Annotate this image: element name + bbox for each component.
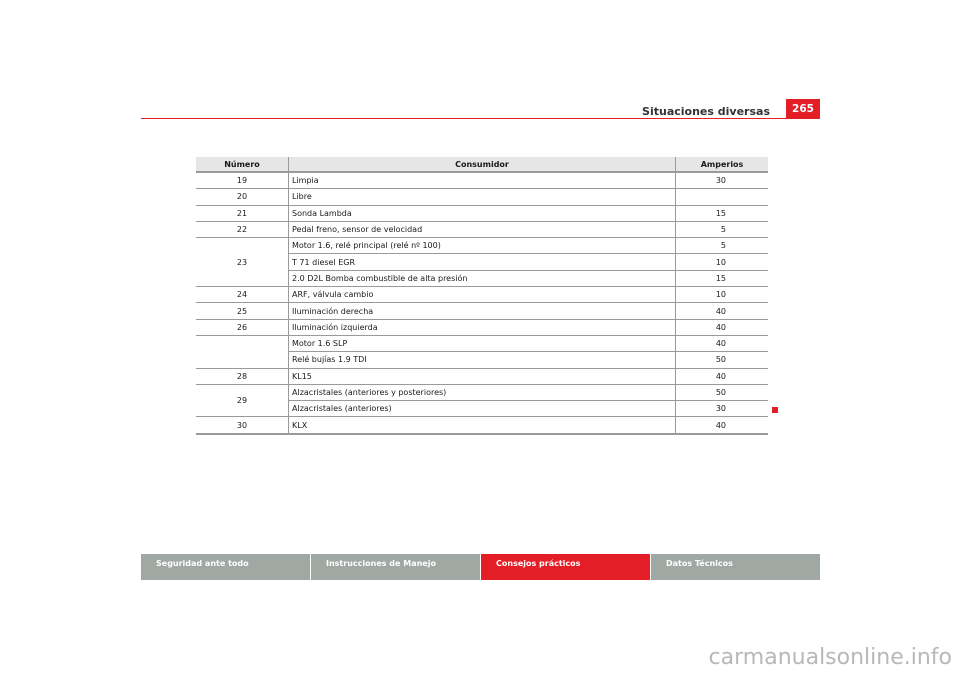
fuse-table-body	[196, 172, 768, 434]
cell-number: 19	[196, 172, 289, 189]
table-row	[196, 335, 768, 351]
table-row	[196, 417, 768, 434]
header-rule	[141, 118, 820, 119]
cell-number: 22	[196, 221, 289, 237]
table-row	[196, 368, 768, 384]
table-row	[196, 319, 768, 335]
column-header-number: Número	[196, 157, 289, 172]
table-row	[196, 205, 768, 221]
cell-amps	[676, 189, 769, 205]
cell-amps: 5	[676, 221, 769, 237]
cell-consumer: Motor 1.6 SLP	[289, 335, 676, 351]
cell-number: 29	[196, 384, 289, 417]
cell-amps: 30	[676, 401, 769, 417]
cell-amps: 40	[676, 368, 769, 384]
cell-number: 25	[196, 303, 289, 319]
table-row	[196, 189, 768, 205]
footer-nav	[141, 554, 820, 580]
table-row	[196, 303, 768, 319]
cell-consumer: Libre	[289, 189, 676, 205]
column-header-amps: Amperios	[676, 157, 769, 172]
nav-tab-seguridad[interactable]: Seguridad ante todo	[141, 554, 310, 580]
nav-tab-datos[interactable]: Datos Técnicos	[651, 554, 820, 580]
cell-amps: 15	[676, 205, 769, 221]
nav-tab-instrucciones[interactable]: Instrucciones de Manejo	[311, 554, 480, 580]
cell-consumer: KLX	[289, 417, 676, 434]
cell-consumer: Relé bujías 1.9 TDI	[289, 352, 676, 368]
cell-amps: 10	[676, 287, 769, 303]
cell-amps: 50	[676, 384, 769, 400]
cell-consumer: Pedal freno, sensor de velocidad	[289, 221, 676, 237]
cell-consumer: T 71 diesel EGR	[289, 254, 676, 270]
cell-amps: 40	[676, 303, 769, 319]
cell-consumer: Motor 1.6, relé principal (relé nº 100)	[289, 238, 676, 254]
section-end-marker	[772, 407, 778, 413]
cell-consumer: ARF, válvula cambio	[289, 287, 676, 303]
page-number: 265	[786, 99, 820, 119]
cell-consumer: Alzacristales (anteriores)	[289, 401, 676, 417]
cell-consumer: KL15	[289, 368, 676, 384]
cell-consumer: Limpia	[289, 172, 676, 189]
cell-number	[196, 335, 289, 368]
table-row	[196, 221, 768, 237]
cell-amps: 10	[676, 254, 769, 270]
cell-amps: 5	[676, 238, 769, 254]
table-header-row	[196, 157, 768, 172]
cell-consumer: Iluminación derecha	[289, 303, 676, 319]
table-row	[196, 384, 768, 400]
watermark: carmanualsonline.info	[708, 645, 952, 670]
table-row	[196, 287, 768, 303]
cell-amps: 50	[676, 352, 769, 368]
cell-number: 28	[196, 368, 289, 384]
cell-amps: 30	[676, 172, 769, 189]
cell-number: 23	[196, 238, 289, 287]
cell-number: 24	[196, 287, 289, 303]
cell-consumer: Sonda Lambda	[289, 205, 676, 221]
column-header-consumer: Consumidor	[289, 157, 676, 172]
cell-amps: 15	[676, 270, 769, 286]
cell-consumer: 2.0 D2L Bomba combustible de alta presión	[289, 270, 676, 286]
cell-number: 20	[196, 189, 289, 205]
header-title: Situaciones diversas	[642, 105, 770, 118]
cell-number: 21	[196, 205, 289, 221]
table-row	[196, 238, 768, 254]
cell-amps: 40	[676, 417, 769, 434]
cell-amps: 40	[676, 319, 769, 335]
cell-consumer: Alzacristales (anteriores y posteriores)	[289, 384, 676, 400]
nav-tab-consejos[interactable]: Consejos prácticos	[481, 554, 650, 580]
fuse-table	[196, 157, 768, 435]
cell-number: 26	[196, 319, 289, 335]
cell-consumer: Iluminación izquierda	[289, 319, 676, 335]
cell-amps: 40	[676, 335, 769, 351]
cell-number: 30	[196, 417, 289, 434]
table-row	[196, 172, 768, 189]
